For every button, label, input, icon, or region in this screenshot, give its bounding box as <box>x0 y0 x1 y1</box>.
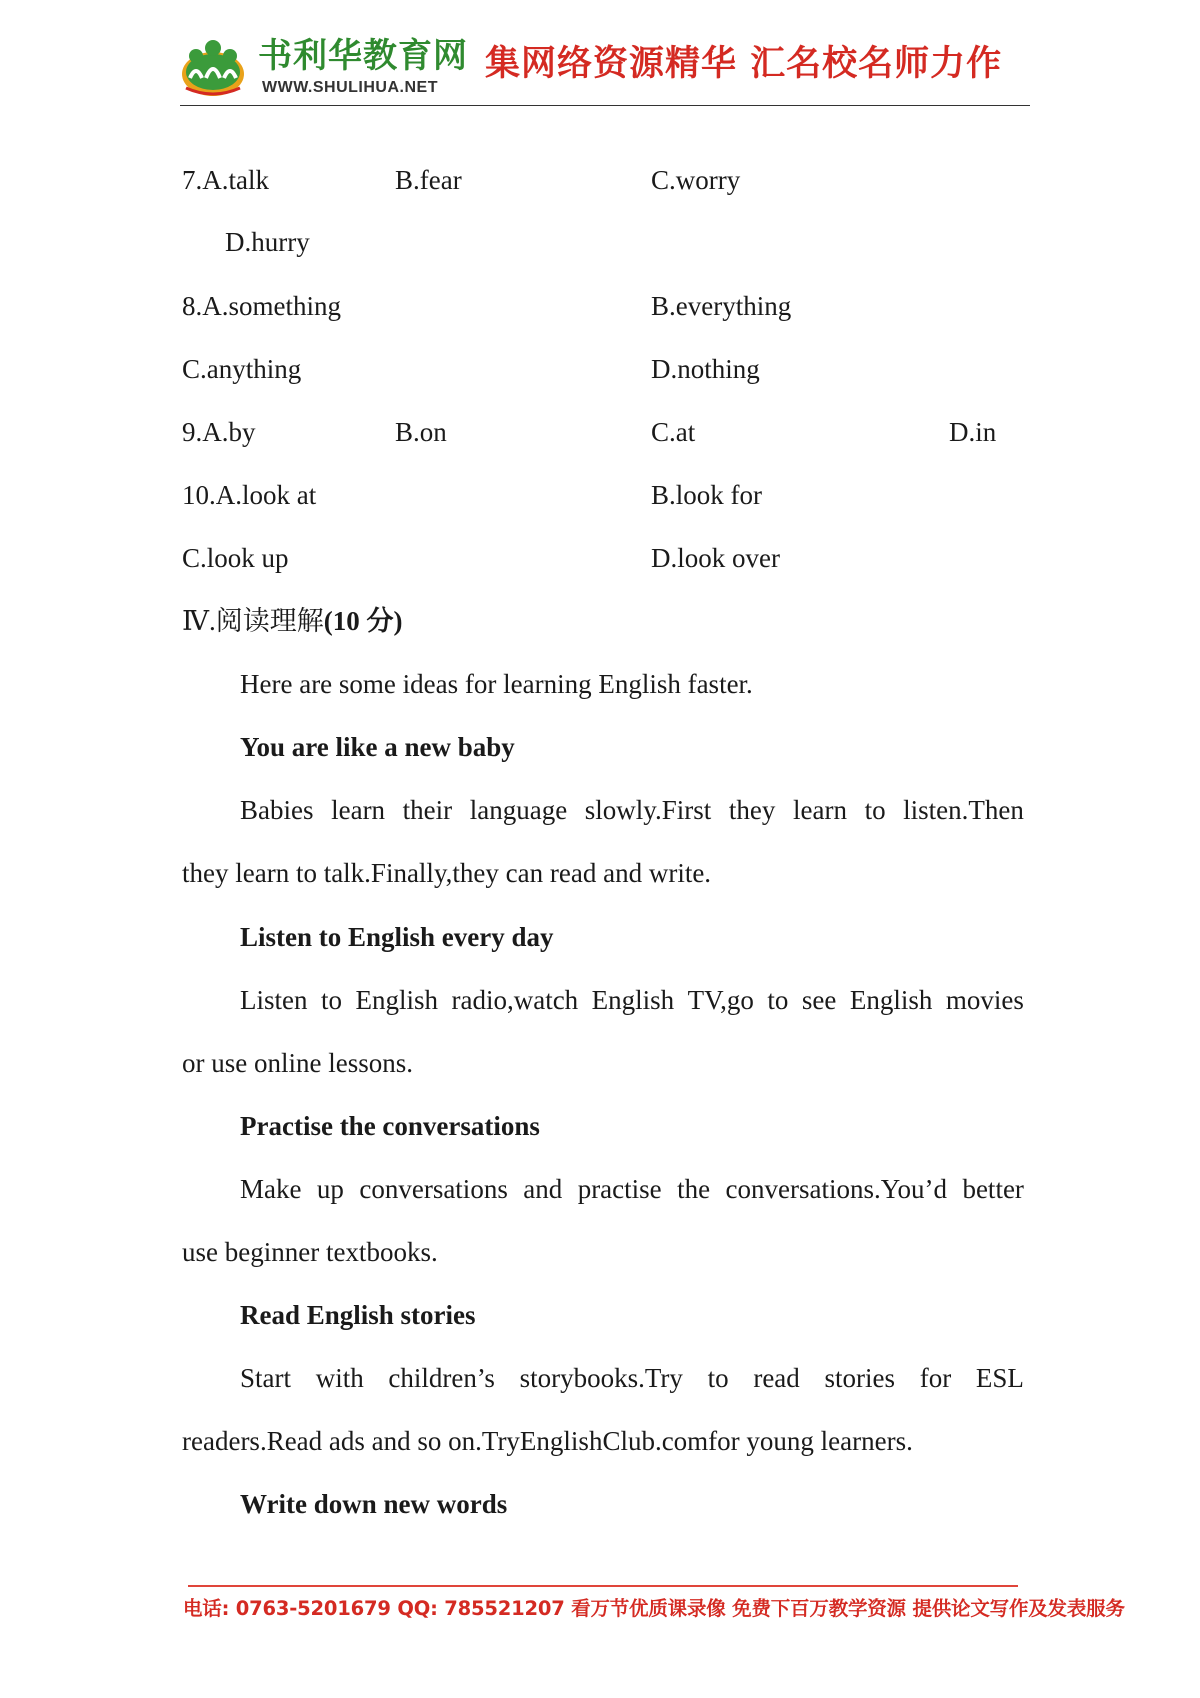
word: up <box>316 1174 344 1204</box>
q8-option-c: C.anything <box>182 354 302 384</box>
reading-intro: Here are some ideas for learning English faster. <box>240 669 753 699</box>
footer-divider <box>188 1585 1018 1587</box>
word: movies <box>945 985 1024 1015</box>
word: Babies <box>240 795 314 825</box>
tip-paragraph-line: use beginner textbooks. <box>182 1237 438 1267</box>
q10-option-a: 10.A.look at <box>182 480 317 510</box>
tip-paragraph-line <box>240 793 1024 827</box>
q9-option-a: 9.A.by <box>182 417 256 447</box>
tip-title: Practise the conversations <box>240 1111 540 1141</box>
q7-option-b: B.fear <box>395 165 462 195</box>
tip-title: Read English stories <box>240 1300 476 1330</box>
q9-option-c: C.at <box>651 417 696 447</box>
word: to <box>707 1363 729 1393</box>
q7-option-a: 7.A.talk <box>182 165 269 195</box>
tip-paragraph-line <box>240 1361 1024 1395</box>
section-heading-score: (10 分) <box>323 606 403 636</box>
q7-option-c: C.worry <box>651 165 741 195</box>
word: children’s <box>388 1363 495 1393</box>
tip-paragraph-line <box>240 1172 1024 1206</box>
word: better <box>962 1174 1024 1204</box>
word: radio,watch <box>451 985 579 1015</box>
word: with <box>315 1363 364 1393</box>
q8-option-a: 8.A.something <box>182 291 341 321</box>
word: learn <box>331 795 386 825</box>
brand-url: WWW.SHULIHUA.NET <box>262 79 438 96</box>
q9-option-b: B.on <box>395 417 447 447</box>
word: slowly.First <box>584 795 712 825</box>
q10-option-d: D.look over <box>651 543 780 573</box>
header-slogan: 集网络资源精华 汇名校名师力作 <box>485 44 1003 84</box>
q7-option-d: D.hurry <box>225 227 310 257</box>
page-header <box>180 28 1030 108</box>
word: language <box>469 795 568 825</box>
q9-option-d: D.in <box>949 417 997 447</box>
word: to <box>864 795 886 825</box>
tip-title: You are like a new baby <box>240 732 515 762</box>
word: conversations.You’d <box>725 1174 948 1204</box>
word: conversations <box>359 1174 508 1204</box>
tip-paragraph-line: they learn to talk.Finally,they can read and write. <box>182 858 712 888</box>
section-heading <box>182 604 402 638</box>
word: ESL <box>975 1363 1024 1393</box>
word: and <box>523 1174 563 1204</box>
page-footer: 电话: 0763-5201679 QQ: 785521207 看万节优质课录像 免费下百万教学资源 提供论文写作及发表服务 <box>183 1597 1125 1620</box>
q10-option-b: B.look for <box>651 480 762 510</box>
word: Make <box>240 1174 302 1204</box>
word: English <box>849 985 933 1015</box>
word: for <box>919 1363 952 1393</box>
word: English <box>355 985 438 1015</box>
word: their <box>402 795 453 825</box>
word: Listen <box>240 985 308 1015</box>
word: they <box>728 795 776 825</box>
tip-paragraph-line <box>240 983 1024 1017</box>
section-heading-title: Ⅳ.阅读理解 <box>182 606 324 636</box>
word: English <box>591 985 675 1015</box>
word: see <box>801 985 837 1015</box>
word: learn <box>793 795 847 825</box>
word: TV,go <box>687 985 754 1015</box>
word: read <box>753 1363 800 1393</box>
q8-option-b: B.everything <box>651 291 792 321</box>
tip-paragraph-line: readers.Read ads and so on.TryEnglishClub.comfor young learners. <box>182 1426 913 1456</box>
word: the <box>677 1174 711 1204</box>
q8-option-d: D.nothing <box>651 354 760 384</box>
word: practise <box>577 1174 662 1204</box>
word: stories <box>824 1363 895 1393</box>
word: Start <box>240 1363 291 1393</box>
q10-option-c: C.look up <box>182 543 289 573</box>
header-divider <box>180 105 1030 106</box>
tip-paragraph-line: or use online lessons. <box>182 1048 413 1078</box>
word: storybooks.Try <box>519 1363 683 1393</box>
tip-title: Write down new words <box>240 1489 508 1519</box>
logo-icon <box>180 34 246 100</box>
word: listen.Then <box>903 795 1024 825</box>
word: to <box>767 985 789 1015</box>
word: to <box>320 985 342 1015</box>
brand-name: 书利华教育网 <box>258 36 468 76</box>
tip-title: Listen to English every day <box>240 922 554 952</box>
